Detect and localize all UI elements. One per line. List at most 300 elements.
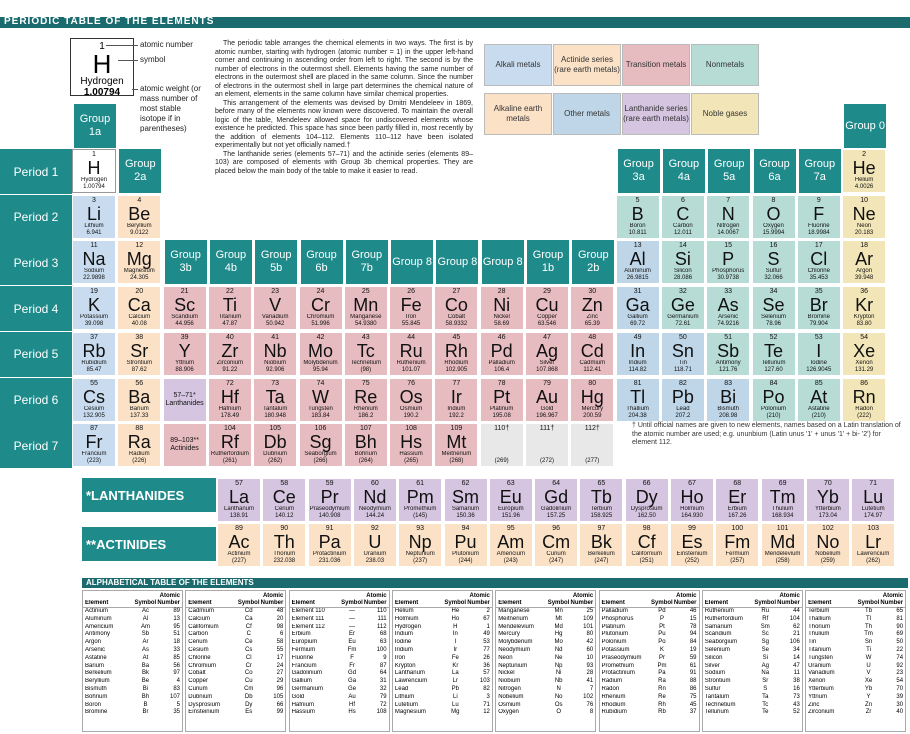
element-cell <box>434 332 478 376</box>
element-symbol: U <box>368 532 382 552</box>
atomic-weight: 231.036 <box>318 558 341 564</box>
alpha-row <box>290 647 389 655</box>
header-atomic-number: Atomic Number <box>467 593 490 606</box>
element-symbol: Es <box>681 532 703 552</box>
atomic-weight: 24.305 <box>130 275 149 282</box>
atomic-number: 7 <box>726 196 731 204</box>
atomic-weight: (237) <box>413 558 428 564</box>
element-name: Hassium <box>399 451 423 458</box>
alpha-symbol: Pa <box>658 670 666 677</box>
atomic-weight: 112.41 <box>583 366 602 373</box>
atomic-number: 48 <box>588 333 597 341</box>
legend-item: Transition metals <box>622 44 690 86</box>
alpha-row <box>496 702 595 710</box>
alpha-number: 26 <box>483 654 490 661</box>
header-element: Element <box>85 600 109 606</box>
atomic-weight: 87.62 <box>131 366 147 373</box>
alpha-element: Holmium <box>394 615 419 622</box>
alpha-number: 40 <box>896 709 904 716</box>
alpha-symbol: Ru <box>761 608 770 614</box>
alpha-symbol: Rf <box>762 615 769 622</box>
alpha-symbol: Yb <box>864 685 873 692</box>
element-symbol: Pd <box>490 340 513 361</box>
alpha-number: 49 <box>483 631 490 638</box>
period-label: Period 3 <box>0 240 72 286</box>
alpha-number: 108 <box>376 709 387 716</box>
atomic-number: 4 <box>137 196 142 204</box>
alpha-symbol: Cr <box>245 662 252 669</box>
intro-paragraph: This arrangement of the elements was devised by Dmitri Mendeleev in 1869, before many of the elements now known were discovered. To maintain the overall logic of the table, Mendeleev allowed space for undiscovered elements whose existence he predicted. This space has since been partly filled in, most recently by the addition of elements 104–112. Elements 110–112 have been isolated experimentally but not yet officially named.† <box>215 99 473 149</box>
atomic-weight: 39.948 <box>854 275 874 282</box>
element-cell <box>525 332 569 376</box>
element-symbol: Hf <box>220 386 239 407</box>
atomic-number: 64 <box>552 480 560 487</box>
atomic-number: 103 <box>867 525 880 532</box>
alpha-row <box>83 678 182 686</box>
alpha-element: Platinum <box>601 623 625 630</box>
atomic-weight: 121.76 <box>719 366 738 373</box>
alpha-number: 25 <box>586 608 594 614</box>
alpha-number: 93 <box>586 662 594 669</box>
atomic-weight: 195.08 <box>492 412 511 419</box>
legend-item: Other metals <box>553 93 621 135</box>
alpha-row <box>393 608 492 616</box>
element-symbol: V <box>269 295 282 316</box>
alpha-symbol: Ga <box>348 678 357 685</box>
alpha-number: 96 <box>276 685 284 692</box>
alpha-symbol: Cd <box>244 608 253 614</box>
element-cell <box>344 332 388 376</box>
series-element-cell <box>761 523 805 567</box>
header-symbol: Symbol <box>237 600 260 606</box>
lanthanides-label: *LANTHANIDES <box>82 478 216 512</box>
element-name: Osmium <box>399 405 423 412</box>
alpha-symbol: Nd <box>554 646 563 653</box>
element-symbol: Ge <box>670 295 695 316</box>
atomic-weight: 12.011 <box>673 229 692 236</box>
element-name: Hafnium <box>218 405 242 412</box>
alpha-number: 109 <box>583 615 594 622</box>
element-name <box>571 451 613 458</box>
element-cell <box>72 240 116 284</box>
element-cell <box>842 332 886 376</box>
alpha-element: Plutonium <box>601 631 629 638</box>
key-line <box>118 60 138 61</box>
group-header: Group 5b <box>255 240 297 284</box>
alpha-column <box>599 590 700 732</box>
atomic-number: 68 <box>733 480 742 487</box>
atomic-number: 23 <box>271 288 280 296</box>
element-symbol: Fe <box>400 295 422 316</box>
atomic-number: 30 <box>588 288 597 296</box>
alpha-row <box>806 694 905 702</box>
alpha-symbol: At <box>142 654 149 661</box>
element-name: Zirconium <box>216 359 244 366</box>
element-name: Krypton <box>853 314 875 321</box>
alpha-row <box>806 639 905 647</box>
atomic-weight: 95.94 <box>312 366 328 373</box>
element-symbol: Sg <box>309 432 332 453</box>
alpha-number: 52 <box>793 709 800 716</box>
atomic-number: 6 <box>680 196 685 204</box>
atomic-number: 97 <box>597 525 606 532</box>
alpha-element: Fluorine <box>291 654 314 661</box>
alpha-number: 94 <box>689 631 697 638</box>
element-cell <box>299 332 343 376</box>
page-title: PERIODIC TABLE OF THE ELEMENTS <box>4 16 215 27</box>
alpha-element: Calcium <box>188 615 210 622</box>
element-cell <box>163 332 207 376</box>
alpha-number: 19 <box>689 646 697 653</box>
atomic-number: 93 <box>416 525 425 532</box>
group-header: Group 5a <box>708 149 750 193</box>
header-symbol: Symbol <box>134 600 157 606</box>
element-name: Nickel <box>493 314 510 321</box>
alpha-number: 18 <box>173 639 180 646</box>
alpha-element: Scandium <box>704 631 732 638</box>
alpha-column <box>702 590 803 732</box>
element-symbol: Gd <box>544 487 569 507</box>
alpha-number: 22 <box>896 646 904 653</box>
alpha-row <box>496 663 595 671</box>
atomic-number: 31 <box>633 288 642 296</box>
alpha-row <box>806 608 905 616</box>
atomic-number: 27 <box>452 288 461 296</box>
series-element-cell <box>217 523 261 567</box>
element-symbol: Au <box>535 386 559 407</box>
alpha-number: 80 <box>586 631 594 638</box>
atomic-number: 39 <box>180 333 189 341</box>
atomic-weight: 178.49 <box>220 412 240 419</box>
element-cell <box>752 286 796 330</box>
atomic-number: 84 <box>769 379 778 387</box>
alpha-element: Lithium <box>394 693 415 700</box>
atomic-weight: 118.71 <box>673 366 692 373</box>
element-cell <box>117 423 161 467</box>
element-name: Rutherfordium <box>210 451 249 458</box>
element-name: Ytterbium <box>815 506 841 512</box>
element-name: Sodium <box>83 268 105 275</box>
alpha-element: Selenium <box>704 646 730 653</box>
atomic-weight: (269) <box>494 458 509 465</box>
series-element-cell <box>444 478 488 522</box>
alpha-symbol: Cm <box>244 685 254 692</box>
alpha-element: Actinium <box>85 608 109 614</box>
alpha-row <box>186 686 285 694</box>
element-symbol: Md <box>770 532 796 552</box>
group-header: Group 7a <box>799 149 841 193</box>
atomic-number: 61 <box>416 480 425 487</box>
key-weight: 1.00794 <box>83 87 121 98</box>
atomic-number: 58 <box>280 480 289 487</box>
alpha-element: Neptunium <box>498 662 528 669</box>
element-cell <box>72 149 116 193</box>
element-name: Copper <box>537 314 557 321</box>
element-symbol: Ce <box>272 487 296 507</box>
series-element-cell <box>579 478 623 522</box>
alpha-element: Manganese <box>498 608 530 614</box>
alpha-symbol: K <box>659 646 664 653</box>
alpha-element: Erbium <box>291 631 311 638</box>
atomic-weight: 168.934 <box>771 513 794 519</box>
alpha-symbol: Bk <box>141 670 149 677</box>
atomic-weight: (264) <box>358 458 373 465</box>
alpha-row <box>806 709 905 717</box>
element-symbol: Lu <box>863 487 884 507</box>
element-name: Bismuth <box>717 405 740 412</box>
element-name: Holmium <box>680 506 704 512</box>
element-symbol: Ru <box>399 340 423 361</box>
alpha-element: Silver <box>704 662 720 669</box>
atomic-number: 22 <box>225 288 234 296</box>
header-symbol: Symbol <box>857 600 880 606</box>
element-name: Oxygen <box>763 222 784 229</box>
alpha-element: Element 110 <box>291 608 325 614</box>
alpha-number: 27 <box>276 670 284 677</box>
alpha-number: 100 <box>376 646 387 653</box>
element-symbol: Pb <box>671 386 694 407</box>
alpha-number: 111 <box>377 615 387 622</box>
atomic-weight: (252) <box>684 558 699 564</box>
alpha-element: Seaborgium <box>704 639 738 646</box>
element-symbol: C <box>676 203 690 224</box>
atomic-weight: 232.038 <box>273 558 296 564</box>
group-header: Group 1a <box>74 104 116 148</box>
atomic-weight: 22.9898 <box>83 275 105 282</box>
alpha-number: 4 <box>176 678 180 685</box>
alpha-symbol: He <box>451 608 460 614</box>
alpha-row <box>393 694 492 702</box>
alpha-number: 55 <box>276 646 284 653</box>
alpha-element: Rutherfordium <box>704 615 743 622</box>
alpha-element: Oxygen <box>498 709 519 716</box>
alpha-symbol: Lu <box>452 701 459 708</box>
title-bar <box>0 17 910 28</box>
alpha-number: 112 <box>377 623 387 630</box>
group-header: Group 8 <box>436 240 478 284</box>
alpha-element: Nitrogen <box>498 685 521 692</box>
alpha-number: 56 <box>173 662 180 669</box>
alpha-element: Titanium <box>808 646 831 653</box>
alpha-number: 76 <box>586 701 594 708</box>
atomic-weight: (98) <box>360 366 372 373</box>
alpha-number: 41 <box>586 678 594 685</box>
element-name: Calcium <box>128 314 151 321</box>
alpha-symbol: Ho <box>451 615 460 622</box>
alpha-row <box>806 631 905 639</box>
element-symbol: Hs <box>400 432 423 453</box>
alpha-element: Molybdenum <box>498 639 533 646</box>
alpha-element: Silicon <box>704 654 723 661</box>
alpha-column <box>805 590 906 732</box>
atomic-number: 9 <box>816 196 821 204</box>
atomic-number: 67 <box>688 480 696 487</box>
alpha-header <box>290 591 389 608</box>
element-name: Lanthanum <box>223 506 255 512</box>
element-symbol: N <box>721 203 735 224</box>
element-cell <box>208 286 252 330</box>
alpha-element: Beryllium <box>85 678 110 685</box>
atomic-number: 50 <box>678 333 687 341</box>
atomic-weight: 180.948 <box>264 412 287 419</box>
alpha-number: 34 <box>793 646 800 653</box>
alpha-symbol: Si <box>762 654 768 661</box>
element-symbol: Rn <box>852 386 876 407</box>
element-symbol: Ta <box>265 386 285 407</box>
atomic-weight: 78.96 <box>765 321 781 328</box>
group-header: Group 2b <box>572 240 614 284</box>
series-element-cell <box>715 478 759 522</box>
element-name: Gallium <box>627 314 648 321</box>
key-line <box>106 45 138 46</box>
alpha-element: Argon <box>85 639 102 646</box>
alpha-symbol: Ca <box>244 615 253 622</box>
alpha-symbol: Li <box>453 693 458 700</box>
element-name: Gold <box>540 405 554 412</box>
atomic-number: 29 <box>543 288 551 296</box>
header-symbol: Symbol <box>444 600 467 606</box>
atomic-weight: (261) <box>222 458 237 465</box>
alpha-row <box>290 608 389 616</box>
alpha-symbol: O <box>556 709 561 716</box>
alpha-symbol: No <box>554 693 563 700</box>
alpha-column <box>289 590 390 732</box>
alpha-number: 74 <box>896 654 904 661</box>
series-element-cell <box>489 523 533 567</box>
element-name: Neptunium <box>405 551 435 557</box>
alpha-element: Samarium <box>704 623 733 630</box>
element-cell <box>480 332 524 376</box>
alpha-row <box>186 655 285 663</box>
atomic-weight: 200.59 <box>583 412 602 419</box>
element-name: Lead <box>676 405 690 412</box>
element-cell <box>842 378 886 422</box>
atomic-number: 42 <box>316 333 325 341</box>
alpha-number: 9 <box>383 654 387 661</box>
element-name: Thulium <box>771 506 794 512</box>
atomic-weight: (265) <box>404 458 419 465</box>
element-cell <box>842 286 886 330</box>
element-name: Samarium <box>451 506 480 512</box>
atomic-number: 81 <box>633 379 642 387</box>
element-cell <box>661 240 705 284</box>
element-cell <box>253 286 297 330</box>
element-cell <box>706 240 750 284</box>
alpha-row <box>806 655 905 663</box>
element-cell <box>616 195 660 239</box>
element-name: Sulfur <box>765 268 782 275</box>
alpha-number: 6 <box>279 631 284 638</box>
alpha-symbol: Zr <box>865 709 872 716</box>
element-cell <box>117 240 161 284</box>
alpha-element: Tungsten <box>808 654 833 661</box>
element-name: Xenon <box>855 359 873 366</box>
atomic-weight: (258) <box>775 558 790 564</box>
alpha-number: 10 <box>586 654 594 661</box>
atomic-number: 78 <box>497 379 506 387</box>
element-name: Curium <box>546 551 566 557</box>
alpha-element: Niobium <box>498 678 521 685</box>
alpha-number: 13 <box>173 615 180 622</box>
element-name: Manganese <box>350 314 382 321</box>
element-symbol: Pa <box>318 532 341 552</box>
atomic-number: 52 <box>769 333 778 341</box>
element-name: Tantalum <box>263 405 288 412</box>
atomic-weight: 92.906 <box>266 366 285 373</box>
alpha-number: 70 <box>896 685 904 692</box>
alpha-row <box>83 631 182 639</box>
alpha-element: Tellurium <box>704 709 729 716</box>
element-symbol: Ba <box>128 386 151 407</box>
atomic-weight: 107.868 <box>536 366 558 373</box>
series-placeholder: 89–103** Actinides <box>163 423 207 467</box>
element-cell <box>299 423 343 467</box>
alpha-symbol: Pd <box>658 608 666 614</box>
atomic-number: 13 <box>633 242 642 250</box>
alpha-row <box>496 616 595 624</box>
header-element: Element <box>601 600 625 606</box>
alpha-element: Meitnerium <box>498 615 528 622</box>
alpha-symbol: Tl <box>866 615 872 622</box>
alpha-symbol: In <box>452 631 458 638</box>
atomic-number: 63 <box>506 480 515 487</box>
alpha-symbol: Hf <box>349 701 356 708</box>
header-element: Element <box>394 600 419 606</box>
alpha-element: Dubnium <box>188 693 213 700</box>
alpha-number: 44 <box>793 608 800 614</box>
atomic-weight: 207.2 <box>675 412 691 419</box>
atomic-weight: 238.03 <box>365 558 385 564</box>
alpha-number: 3 <box>486 693 490 700</box>
alpha-element: Neodymium <box>498 646 531 653</box>
alpha-element: Thallium <box>808 615 831 622</box>
element-cell <box>344 378 388 422</box>
element-name: Californium <box>631 551 662 557</box>
alpha-row <box>703 694 802 702</box>
alpha-element: Sodium <box>704 670 726 677</box>
alpha-row <box>806 616 905 624</box>
atomic-weight: 40.08 <box>131 321 147 328</box>
alpha-row <box>600 694 699 702</box>
alpha-number: 54 <box>896 678 904 685</box>
element-name: Zinc <box>586 314 598 321</box>
footnote: † Until official names are given to new elements, names based on a Latin translation of the atomic number are used; e.g. ununbium (Latin unus '1' + unus '1' + bi- '2') for element 112. <box>632 422 901 446</box>
alpha-number: 37 <box>689 709 697 716</box>
alpha-number: 66 <box>276 701 284 708</box>
atomic-weight: 30.9738 <box>717 275 740 282</box>
alpha-number: 83 <box>173 685 180 692</box>
alpha-symbol: Hs <box>348 709 356 716</box>
element-symbol: Po <box>762 386 785 407</box>
atomic-number: 92 <box>370 525 379 532</box>
alpha-element: Indium <box>394 631 413 638</box>
element-name: Germanium <box>667 314 699 321</box>
element-symbol: Ho <box>680 487 704 507</box>
atomic-weight: 140.908 <box>318 513 341 519</box>
series-element-cell <box>353 523 397 567</box>
element-name: Neon <box>856 222 872 229</box>
alpha-number: 21 <box>793 631 800 638</box>
atomic-weight: 91.22 <box>222 366 238 373</box>
element-symbol: Ne <box>852 203 876 224</box>
alpha-element: Gold <box>291 693 305 700</box>
alpha-row <box>703 678 802 686</box>
alpha-element: Promethium <box>601 662 634 669</box>
alpha-row <box>393 670 492 678</box>
group-header: Group 3b <box>165 240 207 284</box>
element-cell <box>253 423 297 467</box>
alpha-number: 62 <box>793 623 800 630</box>
